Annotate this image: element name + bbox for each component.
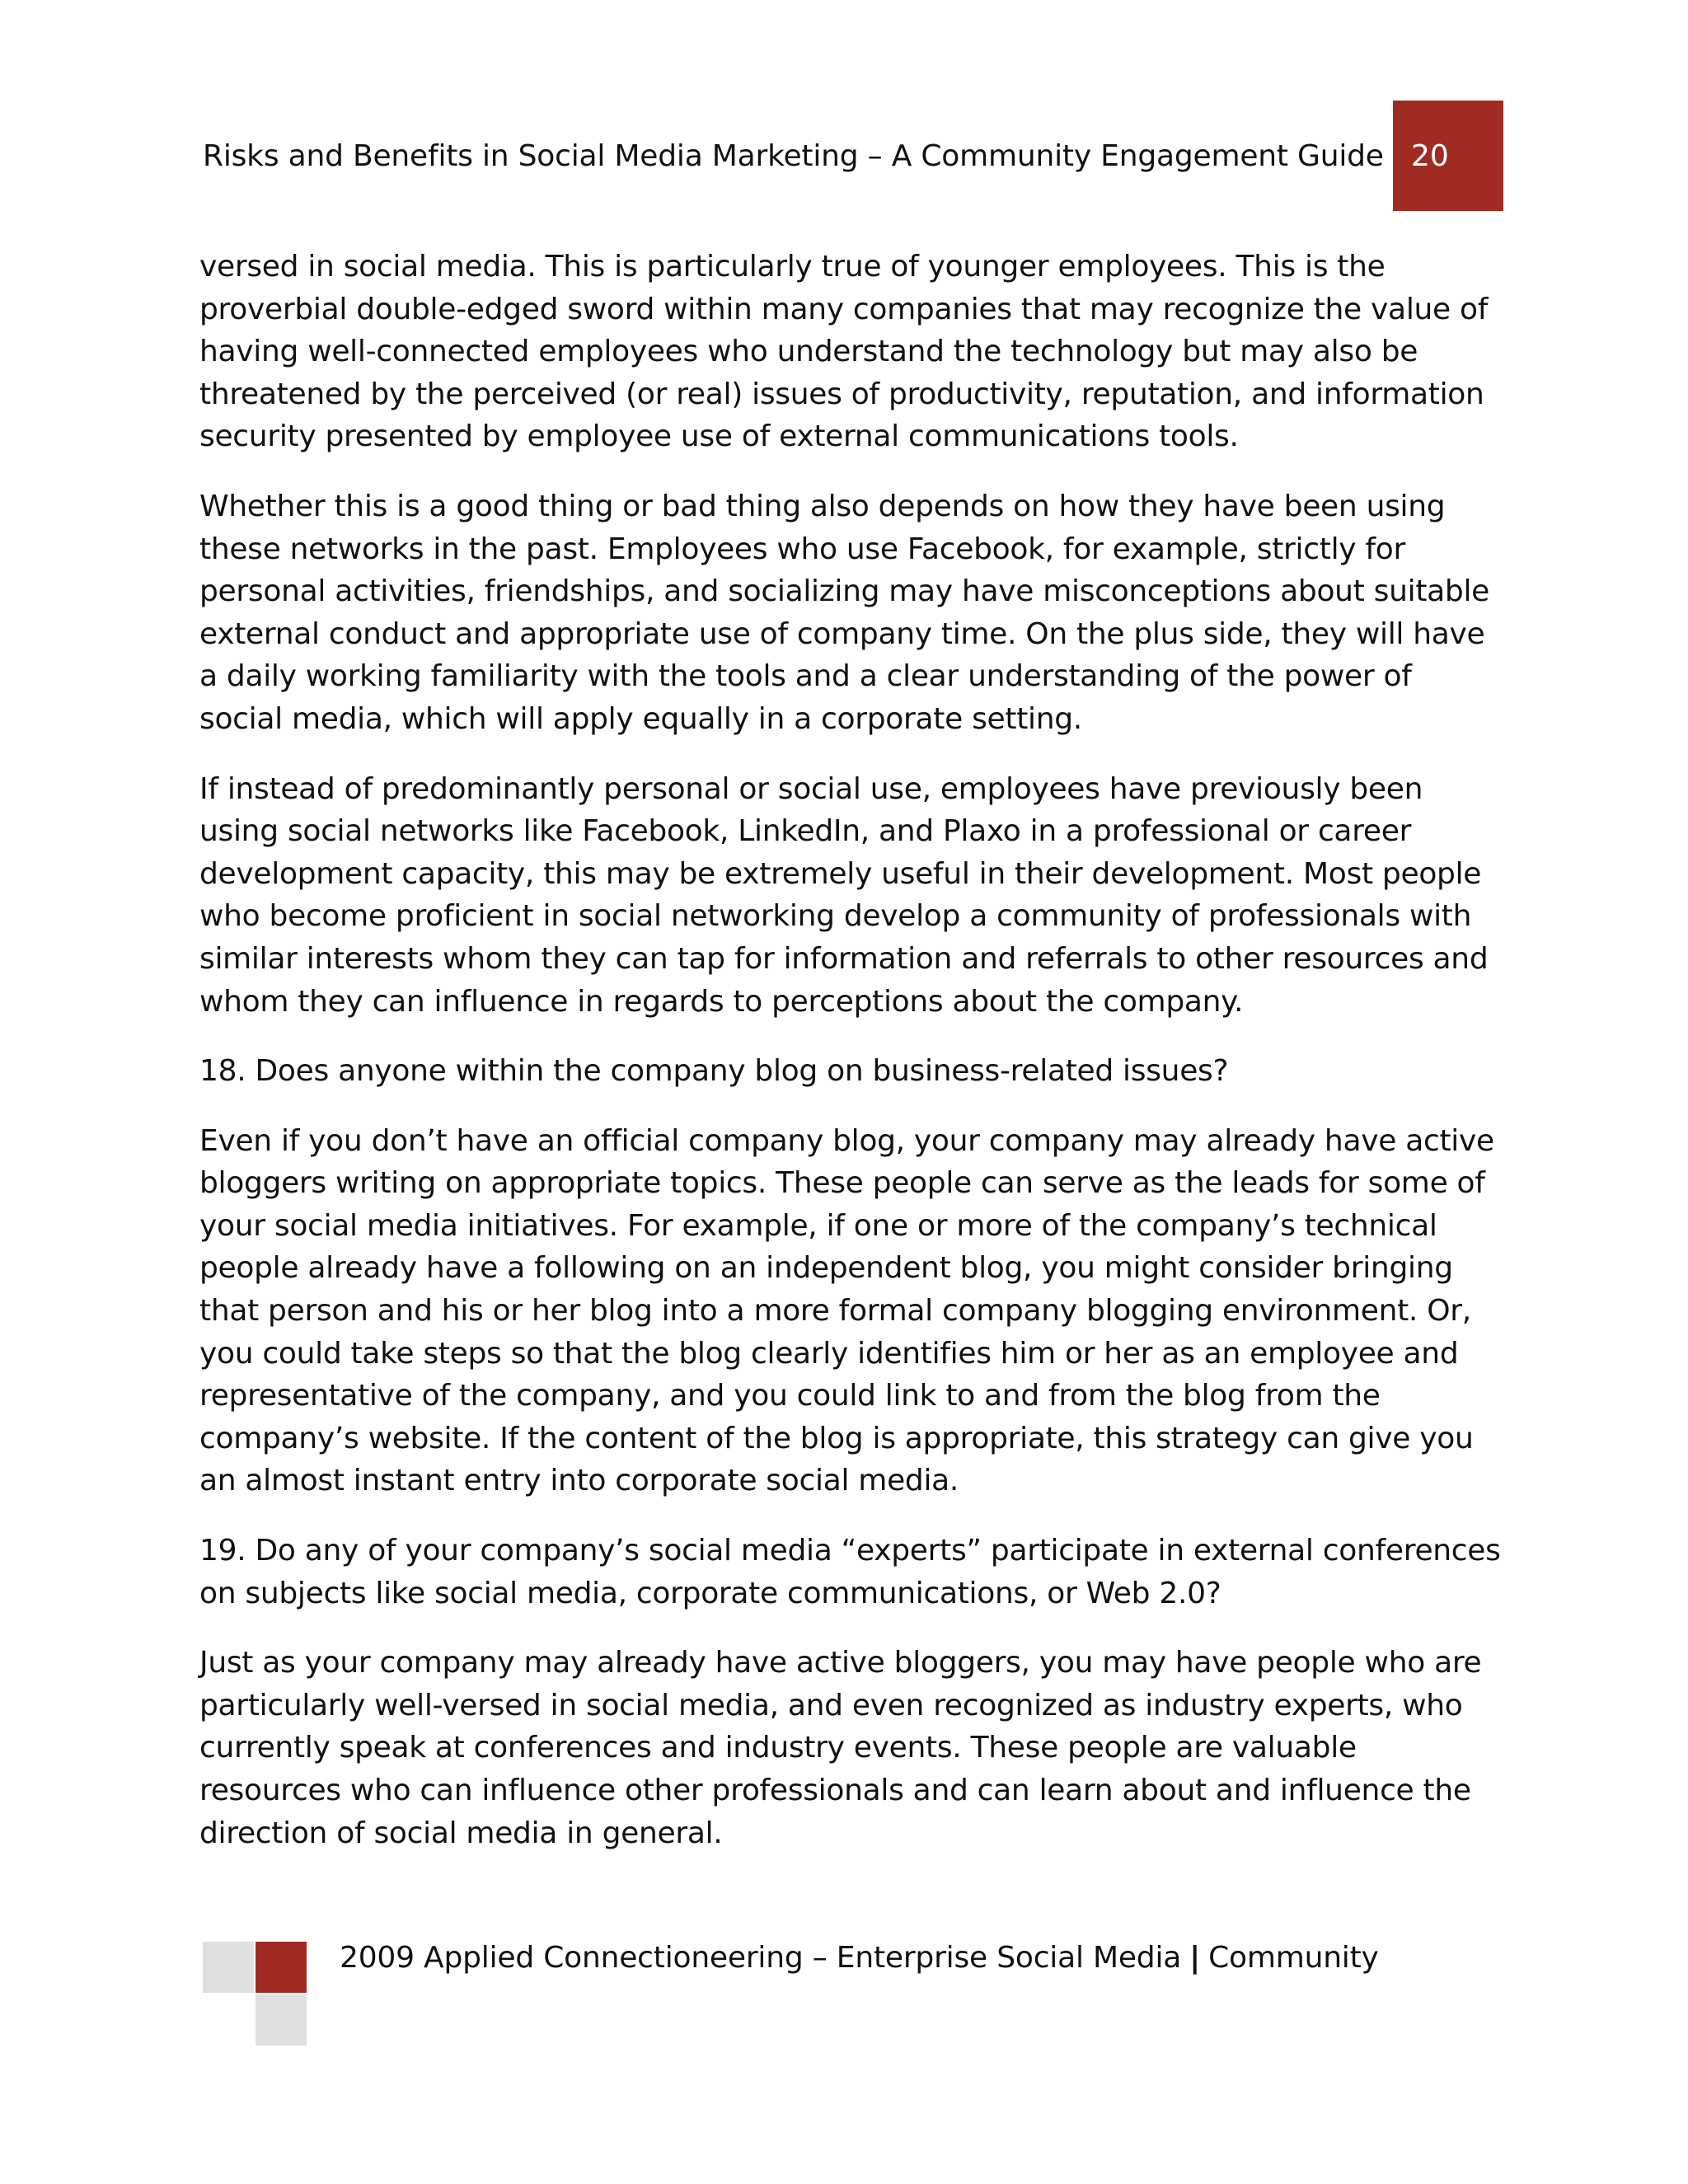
footer-right-text: Community <box>1208 1941 1379 1975</box>
footer-decoration-square <box>203 1942 254 1993</box>
paragraph: Just as your company may already have active bloggers, you may have people who are particularly well-versed in social media, and even recognized as industry experts, who currently speak at conferences and industry events. These people are valuable resources who can influence other professionals and can learn about and influence the direction of social media in general. <box>199 1646 1482 1850</box>
document-body <box>199 246 1502 1882</box>
footer-decoration-square <box>256 1942 307 1993</box>
footer-separator: | <box>1189 1941 1201 1975</box>
paragraph: Whether this is a good thing or bad thing also depends on how they have been using these networks in the past. Employees who use Facebook, for example, strictly for personal activities, friendships, and socializing may have misconceptions about suitable external conduct and appropriate use of company time. On the plus side, they will have a daily working familiarity with the tools and a clear understanding of the power of social media, which will apply equally in a corporate setting. <box>199 489 1490 736</box>
footer-decoration-square <box>256 1994 307 2046</box>
footer-text <box>340 1938 1379 1978</box>
footer-left-text: 2009 Applied Connectioneering – Enterprise Social Media <box>340 1941 1182 1975</box>
paragraph: versed in social media. This is particularly true of younger employees. This is the proverbial double-edged sword within many companies that may recognize the value of having well-connected employees who understand the technology but may also be threatened by the perceived (or real) issues of productivity, reputation, and information security presented by employee use of external communications tools. <box>199 250 1489 454</box>
header-title: Risks and Benefits in Social Media Marketing – A Community Engagement Guide <box>203 139 1384 173</box>
page-number: 20 <box>1411 139 1449 173</box>
paragraph: If instead of predominantly personal or social use, employees have previously been using social networks like Facebook, LinkedIn, and Plaxo in a professional or career development capacity, this may be extremely useful in their development. Most people who become proficient in social networking develop a community of professionals with similar interests whom they can tap for information and referrals to other resources and whom they can influence in regards to perceptions about the company. <box>199 771 1489 1019</box>
question-heading: 19. Do any of your company’s social media “experts” participate in external conferences on subjects like social media, corporate communications, or Web 2.0? <box>199 1534 1501 1610</box>
paragraph: Even if you don’t have an official company blog, your company may already have active bloggers writing on appropriate topics. These people can serve as the leads for some of your social media initiatives. For example, if one or more of the company’s technical people already have a following on an independent blog, you might consider bringing that person and his or her blog into a more formal company blogging environment. Or, you could take steps so that the blog clearly identifies him or her as an employee and representative of the company, and you could link to and from the blog from the company’s website. If the content of the blog is appropriate, this strategy can give you an almost instant entry into corporate social media. <box>199 1123 1494 1498</box>
question-heading: 18. Does anyone within the company blog on business-related issues? <box>199 1054 1229 1089</box>
